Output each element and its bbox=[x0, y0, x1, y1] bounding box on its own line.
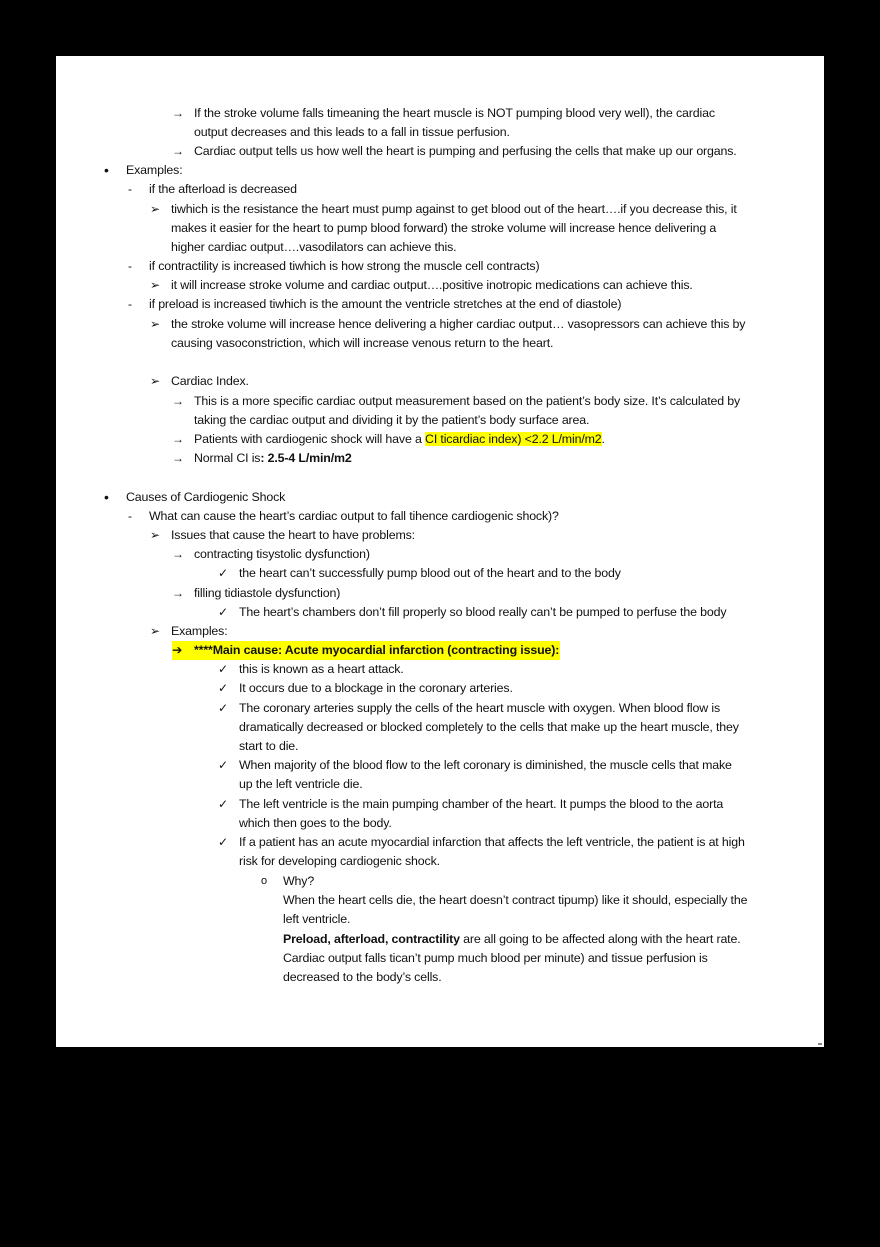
check-icon: ✓ bbox=[218, 605, 229, 619]
text-line: The coronary arteries supply the cells of the heart muscle with oxygen. When blood flow is bbox=[239, 701, 720, 715]
chevron-icon: ➢ bbox=[150, 624, 161, 638]
check-icon: ✓ bbox=[218, 681, 229, 695]
text-line: if preload is increased tiwhich is the amount the ventricle stretches at the end of diastole) bbox=[149, 297, 622, 311]
text-span: Patients with cardiogenic shock will have a bbox=[194, 432, 426, 446]
text-line: start to die. bbox=[239, 739, 299, 753]
text-line: The left ventricle is the main pumping chamber of the heart. It pumps the blood to the aorta bbox=[239, 797, 724, 811]
text-span: . bbox=[601, 432, 605, 446]
document-page bbox=[56, 56, 824, 1047]
text-line: Cardiac output falls tican’t pump much blood per minute) and tissue perfusion is bbox=[283, 951, 708, 965]
text-line bbox=[194, 430, 605, 449]
arrow-icon: → bbox=[172, 586, 184, 600]
subheading: Cardiac Index. bbox=[171, 374, 249, 388]
check-icon: ✓ bbox=[218, 566, 229, 580]
bold-text: ****Main cause: Acute myocardial infarction (contracting issue): bbox=[194, 643, 560, 657]
text-line: taking the cardiac output and dividing it by the patient’s body surface area. bbox=[194, 413, 590, 427]
text-line: contracting tisystolic dysfunction) bbox=[194, 547, 370, 561]
text-line: makes it easier for the heart to pump blood forward) the stroke volume will increase hence delivering a bbox=[171, 221, 717, 235]
text-line: up the left ventricle die. bbox=[239, 777, 363, 791]
text-line: Issues that cause the heart to have problems: bbox=[171, 528, 415, 542]
text-line bbox=[194, 449, 352, 468]
section-heading: Causes of Cardiogenic Shock bbox=[126, 490, 286, 504]
check-icon: ✓ bbox=[218, 662, 229, 676]
text-line: Examples: bbox=[171, 624, 228, 638]
chevron-icon: ➢ bbox=[150, 278, 161, 292]
text-line: the heart can’t successfully pump blood out of the heart and to the body bbox=[239, 566, 621, 580]
arrow-icon: → bbox=[172, 547, 184, 561]
text-span: are all going to be affected along with the heart rate. bbox=[459, 932, 741, 946]
text-line: higher cardiac output….vasodilators can achieve this. bbox=[171, 240, 457, 254]
text-line: Why? bbox=[283, 874, 315, 888]
bullet-icon: • bbox=[104, 162, 109, 178]
bold-text: Preload, afterload, contractility bbox=[283, 932, 460, 946]
section-heading: Examples: bbox=[126, 163, 183, 177]
arrow-icon: → bbox=[172, 451, 184, 465]
text-line: filling tidiastole dysfunction) bbox=[194, 586, 341, 600]
text-line: risk for developing cardiogenic shock. bbox=[239, 854, 440, 868]
text-line: output decreases and this leads to a fall in tissue perfusion. bbox=[194, 125, 510, 139]
text-line: it will increase stroke volume and cardiac output….positive inotropic medications can achieve this. bbox=[171, 278, 693, 292]
chevron-icon: ➢ bbox=[150, 374, 161, 388]
check-icon: ✓ bbox=[218, 835, 229, 849]
text-line: When majority of the blood flow to the left coronary is diminished, the muscle cells that make bbox=[239, 758, 732, 772]
arrow-icon: → bbox=[172, 106, 184, 120]
text-line: left ventricle. bbox=[283, 912, 351, 926]
text-line: causing vasoconstriction, which will increase venous return to the heart. bbox=[171, 336, 554, 350]
main-cause-line bbox=[172, 641, 560, 660]
arrow-icon: → bbox=[172, 144, 184, 158]
check-icon: ✓ bbox=[218, 701, 229, 715]
chevron-icon: ➢ bbox=[150, 317, 161, 331]
bold-arrow-icon: ➔ bbox=[172, 643, 183, 657]
highlighted-text: CI ticardiac index) <2.2 L/min/m2 bbox=[425, 432, 602, 446]
bold-text: : 2.5-4 L/min/m2 bbox=[260, 451, 352, 465]
text-line: the stroke volume will increase hence delivering a higher cardiac output… vasopressors can achieve this by bbox=[171, 317, 746, 331]
chevron-icon: ➢ bbox=[150, 528, 161, 542]
dash-icon: - bbox=[128, 259, 132, 273]
circle-bullet-icon: o bbox=[261, 875, 268, 887]
arrow-icon: → bbox=[172, 432, 184, 446]
text-line: When the heart cells die, the heart doesn’t contract tipump) like it should, especially the bbox=[283, 893, 748, 907]
chevron-icon: ➢ bbox=[150, 202, 161, 216]
text-line: Cardiac output tells us how well the heart is pumping and perfusing the cells that make up our organs. bbox=[194, 144, 737, 158]
text-line: if contractility is increased tiwhich is how strong the muscle cell contracts) bbox=[149, 259, 540, 273]
text-line: if the afterload is decreased bbox=[149, 182, 297, 196]
dash-icon: - bbox=[128, 182, 132, 196]
text-line: The heart’s chambers don’t fill properly so blood really can’t be pumped to perfuse the body bbox=[239, 605, 727, 619]
text-line: If the stroke volume falls timeaning the heart muscle is NOT pumping blood very well), the cardiac bbox=[194, 106, 715, 120]
text-line: This is a more specific cardiac output measurement based on the patient’s body size. It’s calculated by bbox=[194, 394, 741, 408]
text-line: this is known as a heart attack. bbox=[239, 662, 404, 676]
arrow-icon: → bbox=[172, 394, 184, 408]
text-line: What can cause the heart’s cardiac output to fall tihence cardiogenic shock)? bbox=[149, 509, 559, 523]
text-line: which then goes to the body. bbox=[239, 816, 392, 830]
dash-icon: - bbox=[128, 509, 132, 523]
text-span: Normal CI is bbox=[194, 451, 261, 465]
text-line: dramatically decreased or blocked completely to the cells that make up the heart muscle, they bbox=[239, 720, 739, 734]
text-line: It occurs due to a blockage in the coronary arteries. bbox=[239, 681, 513, 695]
dash-icon: - bbox=[128, 297, 132, 311]
text-line: tiwhich is the resistance the heart must pump against to get blood out of the heart….if you decrease this, it bbox=[171, 202, 737, 216]
text-line bbox=[283, 930, 741, 949]
resize-handle bbox=[818, 1043, 822, 1045]
text-line: If a patient has an acute myocardial infarction that affects the left ventricle, the patient is at high bbox=[239, 835, 745, 849]
check-icon: ✓ bbox=[218, 797, 229, 811]
bullet-icon: • bbox=[104, 489, 109, 505]
check-icon: ✓ bbox=[218, 758, 229, 772]
text-line: decreased to the body’s cells. bbox=[283, 970, 442, 984]
